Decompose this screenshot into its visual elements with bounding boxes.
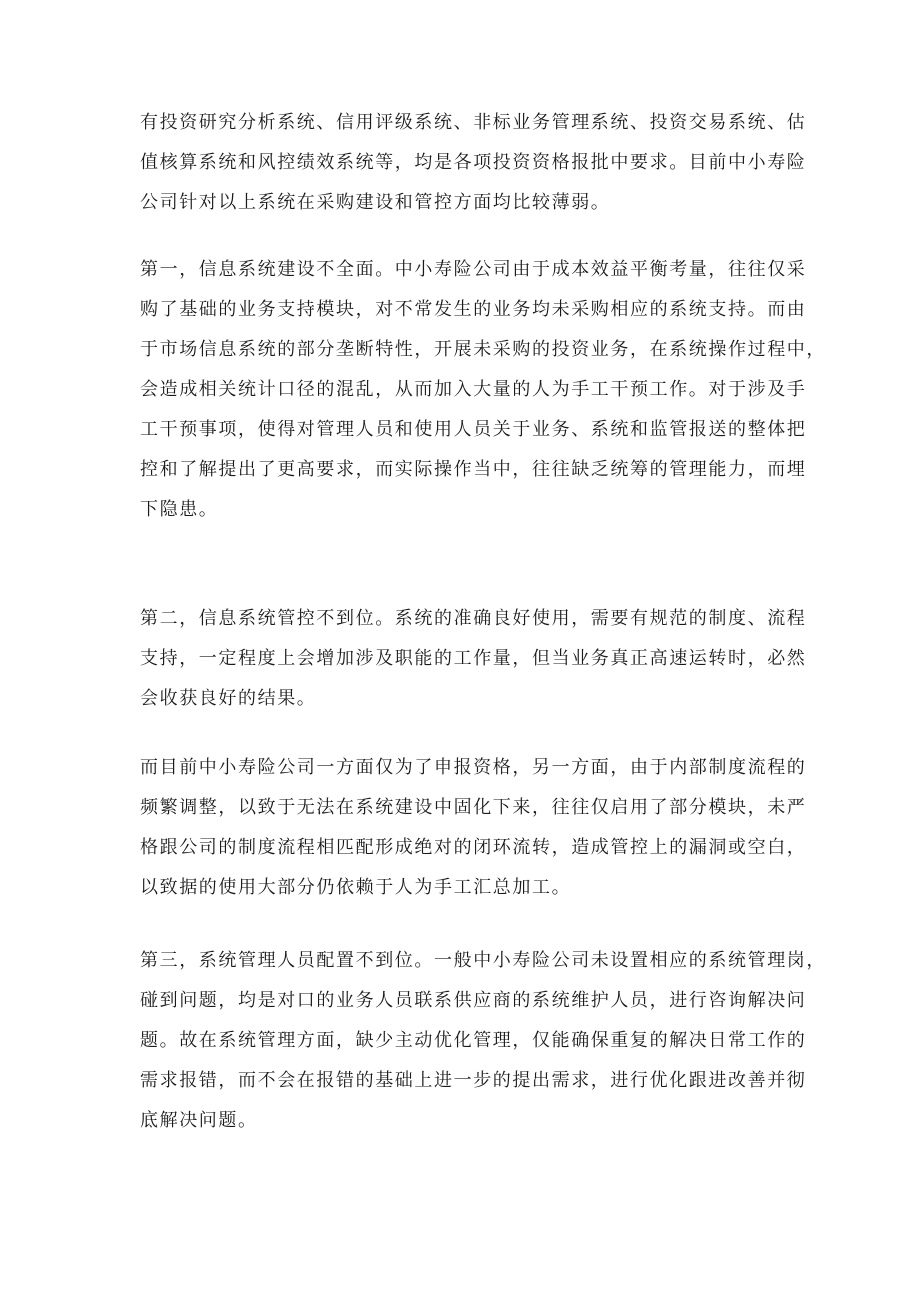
text-line: 有投资研究分析系统、信用评级系统、非标业务管理系统、投资交易系统、估 — [140, 112, 807, 133]
text-line: 工干预事项，使得对管理人员和使用人员关于业务、系统和监管报送的整体把 — [140, 419, 807, 440]
text-line: 第二，信息系统管控不到位。系统的准确良好使用，需要有规范的制度、流程 — [140, 608, 807, 629]
text-line: 值核算系统和风控绩效系统等，均是各项投资资格报批中要求。目前中小寿险 — [140, 152, 807, 173]
text-line: 而目前中小寿险公司一方面仅为了申报资格，另一方面，由于内部制度流程的 — [140, 757, 807, 778]
paragraph-point-three — [140, 941, 826, 1141]
text-line: 第一，信息系统建设不全面。中小寿险公司由于成本效益平衡考量，往往仅采 — [140, 259, 807, 280]
text-line: 控和了解提出了更高要求，而实际操作当中，往往缺乏统筹的管理能力，而埋 — [140, 459, 807, 480]
text-line: 支持，一定程度上会增加涉及职能的工作量，但当业务真正高速运转时，必然 — [140, 648, 807, 669]
text-line: 会造成相关统计口径的混乱，从而加入大量的人为手工干预工作。对于涉及手 — [140, 379, 807, 400]
text-line: 下隐患。 — [140, 499, 219, 520]
paragraph-intro — [140, 103, 807, 223]
text-line: 频繁调整，以致于无法在系统建设中固化下来，往往仅启用了部分模块，未严 — [140, 797, 807, 818]
text-line: 底解决问题。 — [140, 1110, 258, 1131]
paragraph-point-one — [140, 250, 826, 530]
text-line: 以致据的使用大部分仍依赖于人为手工汇总加工。 — [140, 877, 572, 898]
text-line: 题。故在系统管理方面，缺少主动优化管理，仅能确保重复的解决日常工作的 — [140, 1030, 807, 1051]
text-line: 格跟公司的制度流程相匹配形成绝对的闭环流转，造成管控上的漏洞或空白， — [140, 837, 807, 858]
text-line: 会收获良好的结果。 — [140, 688, 317, 709]
paragraph-point-two — [140, 599, 807, 719]
text-line: 购了基础的业务支持模块，对不常发生的业务均未采购相应的系统支持。而由 — [140, 299, 807, 320]
text-line: 第三，系统管理人员配置不到位。一般中小寿险公司未设置相应的系统管理岗， — [140, 950, 826, 971]
text-line: 需求报错，而不会在报错的基础上进一步的提出需求，进行优化跟进改善并彻 — [140, 1070, 807, 1091]
paragraph-current-status — [140, 748, 807, 908]
text-line: 公司针对以上系统在采购建设和管控方面均比较薄弱。 — [140, 192, 611, 213]
text-line: 于市场信息系统的部分垄断特性，开展未采购的投资业务，在系统操作过程中， — [140, 339, 826, 360]
text-line: 碰到问题，均是对口的业务人员联系供应商的系统维护人员，进行咨询解决问 — [140, 990, 807, 1011]
